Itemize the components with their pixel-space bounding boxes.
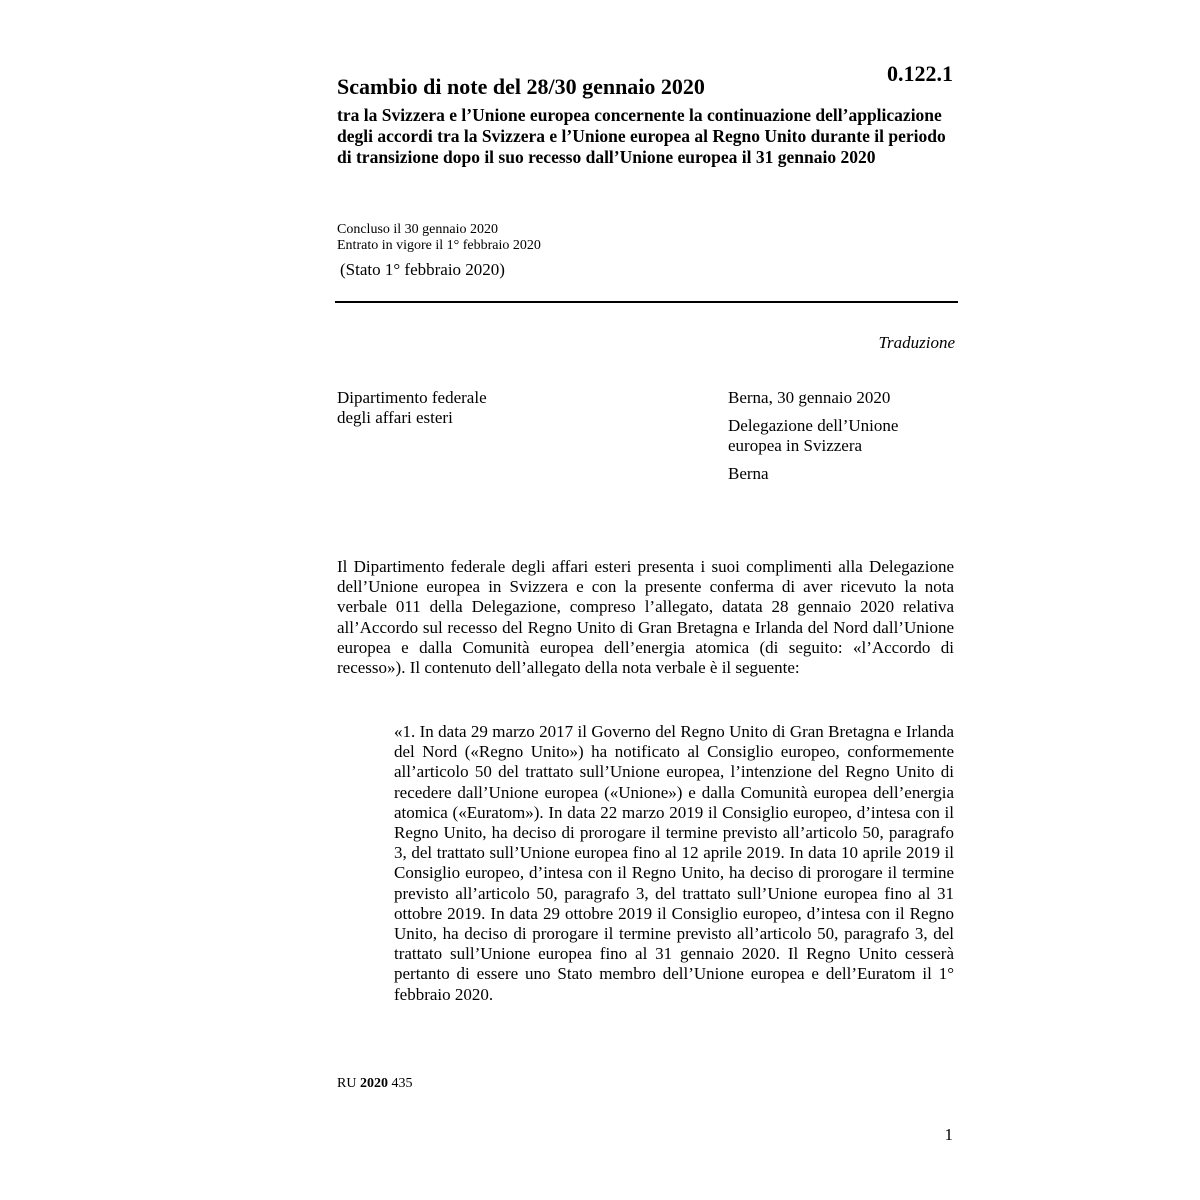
document-meta	[337, 222, 737, 281]
recipient-name	[728, 416, 958, 456]
translation-label: Traduzione	[878, 333, 955, 352]
quoted-paragraph: «1. In data 29 marzo 2017 il Governo del Regno Unito di Gran Bretagna e Irlanda del Nord («Regno Unito») ha notificato al Consiglio europeo, conformemente all’articolo 50 del trattato sull’Unione europea, l’intenzione del Regno Unito di recedere dall’Unione europea («Unione») e dalla Comunità europea dell’energia atomica («Euratom»). In data 22 marzo 2019 il Consiglio europeo, d’intesa con il Regno Unito, ha deciso di prorogare il termine previsto all’articolo 50, paragrafo 3, del trattato sull’Unione europea fino al 12 aprile 2019. In data 10 aprile 2019 il Consiglio europeo, d’intesa con il Regno Unito, ha deciso di prorogare il termine previsto all’articolo 50, paragrafo 3, del trattato sull’Unione europea fino al 31 ottobre 2019. In data 29 ottobre 2019 il Consiglio europeo, d’intesa con il Regno Unito, ha deciso di prorogare il termine previsto all’articolo 50, paragrafo 3, del trattato sull’Unione europea fino al 31 gennaio 2020. Il Regno Unito cesserà pertanto di essere uno Stato membro dell’Unione europea e dell’Euratom il 1° febbraio 2020.	[394, 722, 954, 1004]
header-divider	[335, 301, 958, 303]
ru-year: 2020	[359, 1076, 388, 1091]
document-title: Scambio di note del 28/30 gennaio 2020	[337, 74, 705, 99]
entry-into-force-date: Entrato in vigore il 1° febbraio 2020	[337, 238, 541, 253]
sr-number: 0.122.1	[887, 61, 953, 86]
ru-prefix: RU	[337, 1076, 357, 1091]
sender-line-2: degli affari esteri	[337, 408, 453, 427]
status-date: (Stato 1° febbraio 2020)	[340, 260, 505, 279]
document-subtitle: tra la Svizzera e l’Unione europea concernente la continuazione dell’applicazione degli accordi tra la Svizzera e l’Unione europea al Regno Unito durante il periodo di transizione dopo il suo recesso dall’Unione europea il 31 gennaio 2020	[337, 105, 946, 167]
recipient-city: Berna	[728, 464, 769, 483]
page-number: 1	[944, 1125, 953, 1144]
ru-page: 435	[391, 1076, 413, 1091]
footer-reference	[337, 1075, 412, 1093]
letter-sender	[337, 388, 597, 428]
sender-line-1: Dipartimento federale	[337, 388, 487, 407]
recipient-line-2: europea in Svizzera	[728, 436, 863, 455]
concluded-date: Concluso il 30 gennaio 2020	[337, 222, 498, 237]
place-date: Berna, 30 gennaio 2020	[728, 388, 891, 407]
intro-paragraph: Il Dipartimento federale degli affari esteri presenta i suoi complimenti alla Delegazione dell’Unione europea in Svizzera e con la presente conferma di aver ricevuto la nota verbale 011 della Delegazione, compreso l’allegato, datata 28 gennaio 2020 relativa all’Accordo sul recesso del Regno Unito di Gran Bretagna e Irlanda del Nord dall’Unione europea e dalla Comunità europea dell’energia atomica (di seguito: «l’Accordo di recesso»). Il contenuto dell’allegato della nota verbale è il seguente:	[337, 557, 954, 678]
recipient-line-1: Delegazione dell’Unione	[728, 416, 899, 435]
letter-recipient	[728, 388, 958, 492]
